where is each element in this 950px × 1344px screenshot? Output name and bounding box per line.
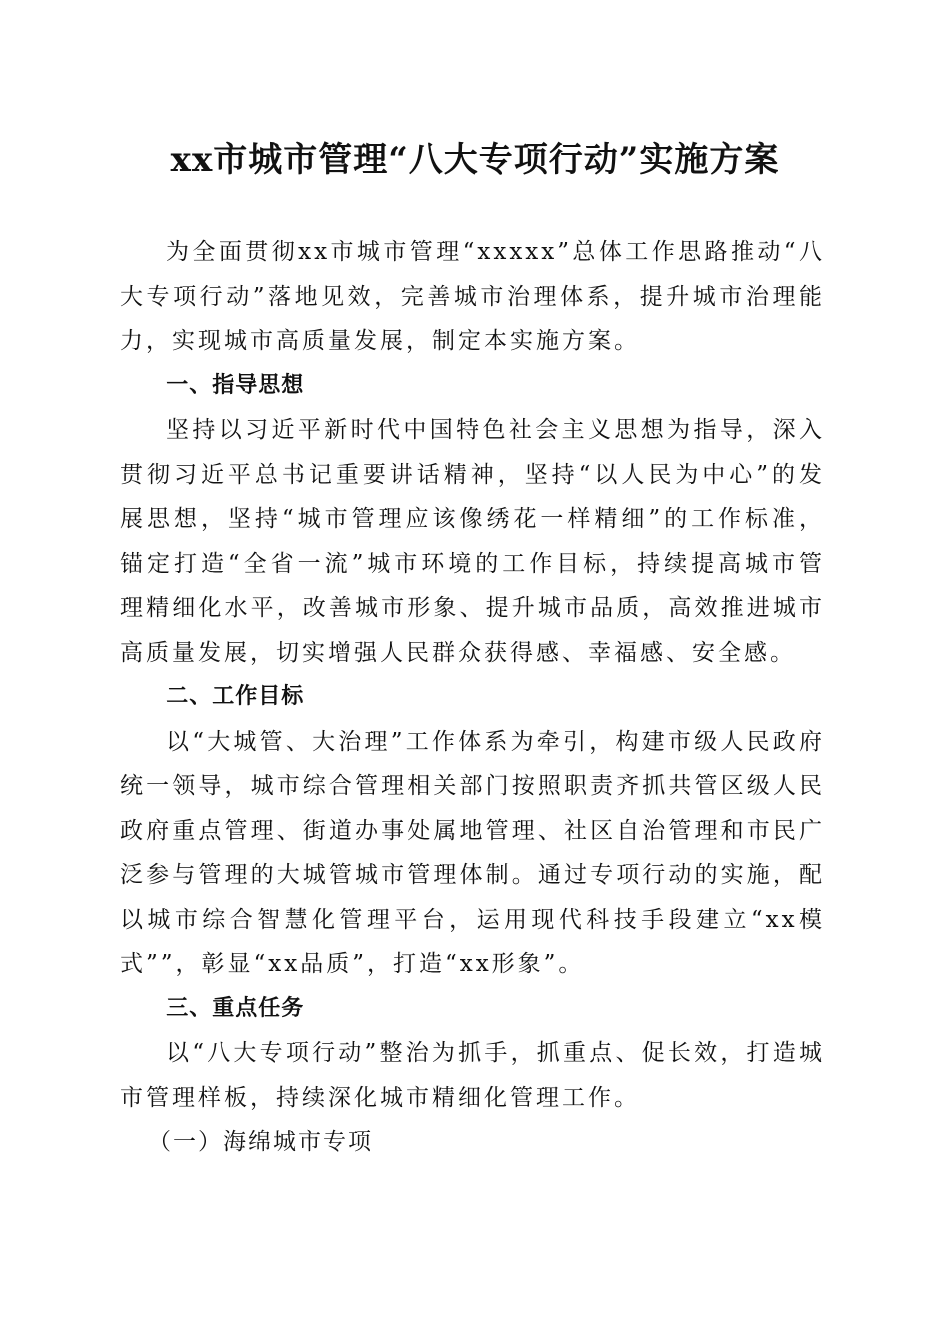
section-heading-work-goals: 二、工作目标 (166, 684, 305, 709)
section-heading-key-tasks: 三、重点任务 (166, 995, 305, 1021)
section-heading-guiding-ideology: 一、指导思想 (166, 372, 305, 398)
section-paragraph-key-tasks: 以“八大专项行动”整治为抓手，抓重点、促长效，打造城市管理样板，持续深化城市精细化管理工作。 (120, 1040, 825, 1111)
document-title: xx市城市管理“八大专项行动”实施方案 (170, 140, 780, 180)
intro-paragraph: 为全面贯彻xx市城市管理“xxxxx”总体工作思路推动“八大专项行动”落地见效，完善城市治理体系，提升城市治理能力，实现城市高质量发展，制定本实施方案。 (120, 239, 825, 354)
subsection-heading-sponge-city: （一）海绵城市专项 (148, 1129, 373, 1155)
section-paragraph-work-goals: 以“大城管、大治理”工作体系为牵引，构建市级人民政府统一领导，城市综合管理相关部门按照职责齐抓共管区级人民政府重点管理、街道办事处属地管理、社区自治管理和市民广泛参与管理的大城管城市管理体制。通过专项行动的实施，配以城市综合智慧化管理平台，运用现代科技手段建立“xx模式””，彰显“xx品质”，打造“xx形象”。 (120, 728, 825, 977)
document-body (120, 230, 825, 1165)
section-paragraph-guiding-ideology: 坚持以习近平新时代中国特色社会主义思想为指导，深入贯彻习近平总书记重要讲话精神，坚持“以人民为中心”的发展思想，坚持“城市管理应该像绣花一样精细”的工作标准，锚定打造“全省一流”城市环境的工作目标，持续提高城市管理精细化水平，改善城市形象、提升城市品质，高效推进城市高质量发展，切实增强人民群众获得感、幸福感、安全感。 (120, 417, 825, 666)
